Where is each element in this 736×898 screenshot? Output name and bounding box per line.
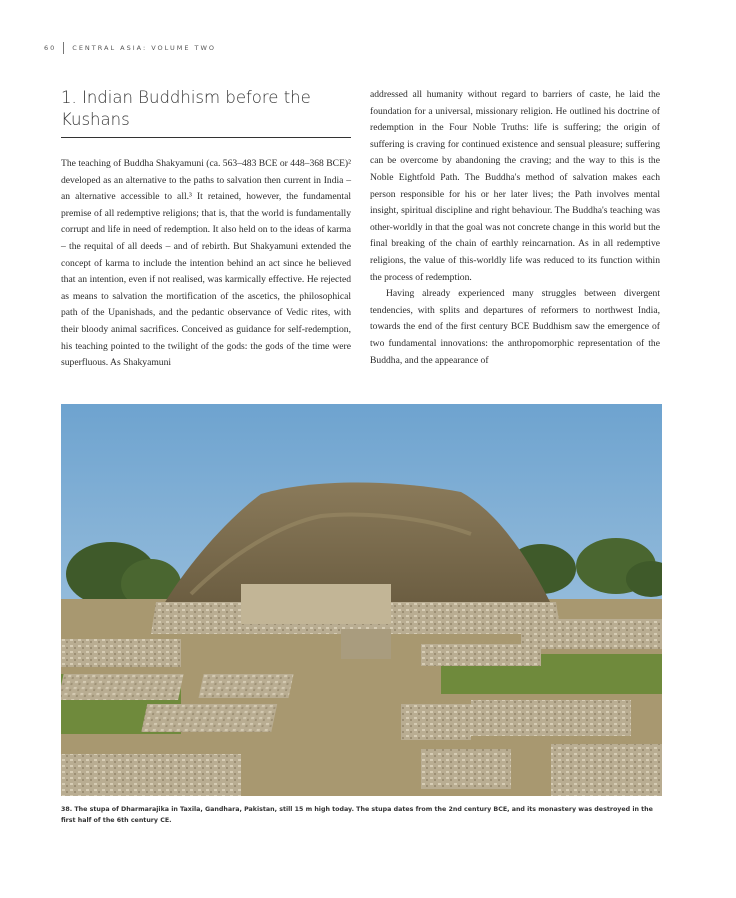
caption-text: The stupa of Dharmarajika in Taxila, Gandhara, Pakistan, still 15 m high today. The stupa dates from the 2nd century BCE, and its monastery was destroyed in the first half of the 6th century CE. — [61, 806, 653, 824]
heading-block — [61, 87, 351, 138]
stupa-photo-illustration — [61, 404, 662, 796]
header-divider — [63, 42, 64, 54]
figure-caption — [61, 805, 661, 826]
body-paragraph-right-2: Having already experienced many struggles between divergent tendencies, with splits and departures of reformers to northwest India, towards the end of the first century BCE Buddhism saw the emergence of two fundamental innovations: the anthropomorphic representation of the Buddha, and the appearance of — [370, 288, 660, 366]
right-column — [370, 87, 660, 369]
body-paragraph-left: The teaching of Buddha Shakyamuni (ca. 563–483 BCE or 448–368 BCE)² developed as an alternative to the paths to salvation then current in India – an alternative accessible to all.³ It retained, however, the fundamental premise of all redemptive religions; that is, that the world is fundamentally corrupt and life in need of redemption. It also held on to the ideas of karma – the requital of all deeds – and of rebirth. But Shakyamuni extended the concept of karma to include the intention behind an act since he believed that an intention, even if not realised, was karmically effective. He rejected as means to salvation the mortification of the ascetics, the philosophical path of the Upanishads, and the pedantic observance of Vedic rites, with their bloody animal sacrifices. Conceived as guidance for self-redemption, his teaching pointed to the twilight of the gods: the gods of the time were superfluous. As Shakyamuni — [61, 158, 351, 369]
left-column — [61, 87, 351, 372]
running-head — [44, 42, 216, 54]
running-title: CENTRAL ASIA: VOLUME TWO — [72, 44, 217, 52]
page-number: 60 — [44, 44, 57, 52]
caption-number: 38. — [61, 806, 73, 813]
stupa-photograph — [61, 404, 662, 796]
body-paragraph-right-1: addressed all humanity without regard to barriers of caste, he laid the foundation for a universal, missionary religion. He outlined his doctrine of redemption in the Four Noble Truths: life is suffering; the origin of suffering is craving for continued existence and sensual pleasure; suffering can be overcome by abandoning the craving; and the way to this is the Noble Eightfold Path. The Buddha's method of salvation makes each person responsible for his or her later lives; the Path involves mental insight, spiritual discipline and right behaviour. The Buddha's teaching was other-worldly in that the goal was not concrete change in this world but the final breaking of the chain of earthly reincarnation. As in all redemptive religions, the value of this-worldly life was reduced to its function within the process of redemption. — [370, 89, 660, 283]
chapter-heading: 1. Indian Buddhism before the Kushans — [61, 88, 311, 129]
